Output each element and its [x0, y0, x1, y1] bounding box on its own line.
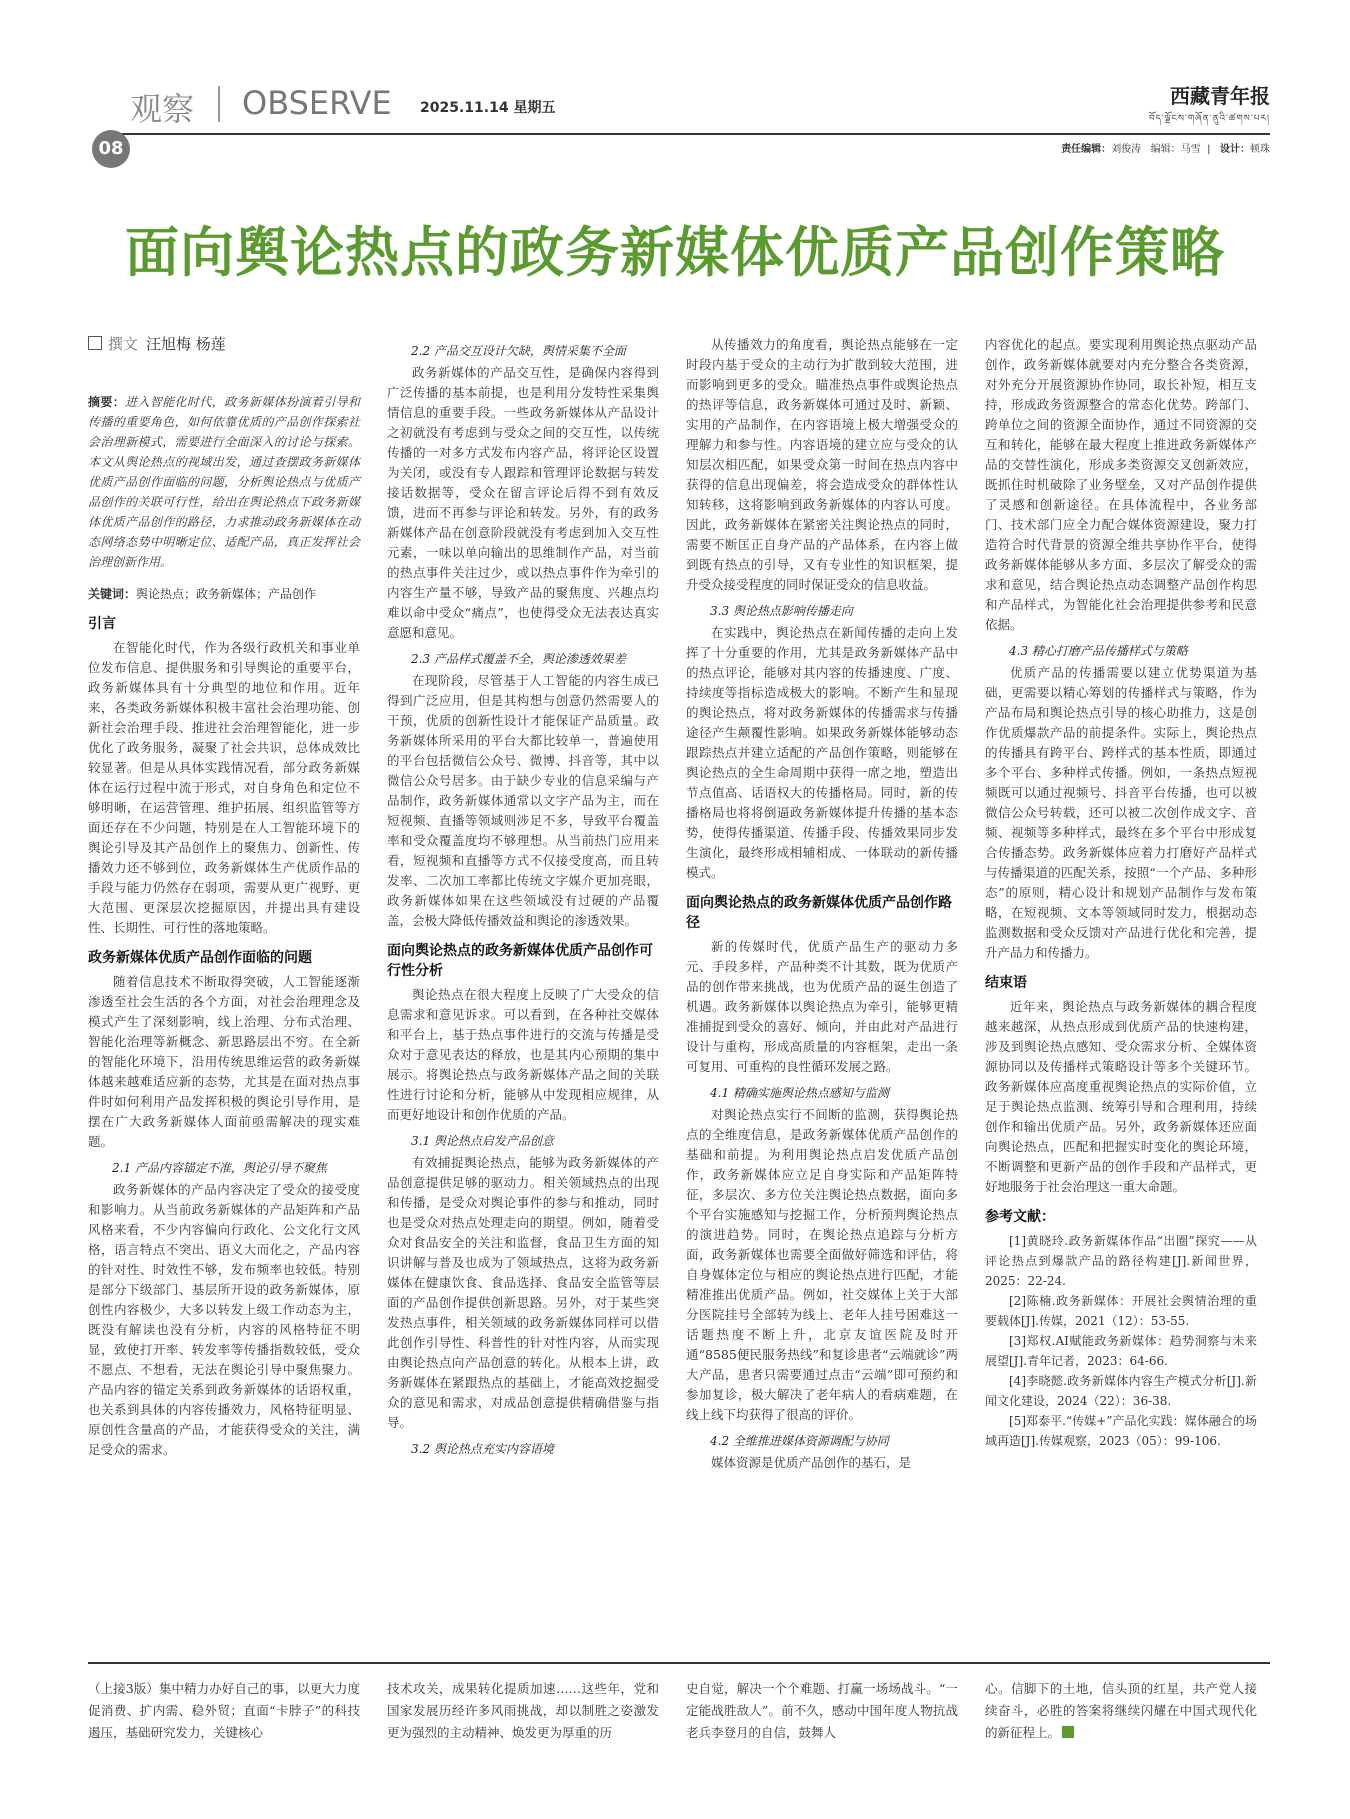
- subheading-2-1: 2.1 产品内容锚定不准，舆论引导不聚焦: [112, 1161, 327, 1175]
- column-1: [88, 392, 360, 1460]
- header-divider: [218, 86, 220, 122]
- paragraph-2-2: 政务新媒体的产品交互性，是确保内容得到广泛传播的基本前提，也是利用分发特性采集舆情信息的重要手段。一些政务新媒体从产品设计之初就没有考虑到与受众之间的交互性，以传统传播的一对多方式发布内容产品，将评论区设置为关闭，或没有专人跟踪和管理评论数据与转发接话数据等，受众在留言评论后得不到有效反馈，进而不再参与评论和转发。另外，有的政务新媒体产品在创意阶段就没有考虑到加入交互性元素，一味以单向输出的思维制作产品，对当前的热点事件关注过少，或以热点事件作为牵引的内容生产量不够，导致产品的聚焦度、兴趣点均难以命中受众“痛点”，也使得受众无法表达真实意愿和意见。: [387, 365, 659, 640]
- paragraph-4-2-cont: 内容优化的起点。要实现利用舆论热点驱动产品创作，政务新媒体就要对内充分整合各类资源，对外充分开展资源协作协同，取长补短，相互支持，形成政务资源整合的常态化优势。跨部门、跨单位之间的资源全面协作，通过不同资源的交互和转化，能够在最大程度上推进政务新媒体产品的交替性演化，形成多类资源交叉创新效应，既抓住时机破除了业务壁垒，又对产品创作提供了灵感和创新途径。在具体流程中，各业务部门、技术部门应全力配合媒体资源建设，聚力打造符合时代背景的资源全维共享协作平台，使得政务新媒体能够从多方面、多层次了解受众的需求和意见，结合舆论热点动态调整产品创作构思和产品样式，为智能化社会治理提供参考和民意依据。: [985, 337, 1257, 632]
- reference-item: [4]李晓懿.政务新媒体内容生产模式分析[J].新闻文化建设，2024（22）：36-38.: [985, 1374, 1257, 1408]
- paragraph-problems: 随着信息技术不断取得突破，人工智能逐渐渗透至社会生活的各个方面，对社会治理理念及模式产生了深刻影响，线上治理、分布式治理、智能化治理等新概念、新思路层出不穷。在全新的智能化环境下，沿用传统思维运营的政务新媒体越来越难适应新的态势，尤其是在面对热点事件时如何利用产品发挥积极的舆论引导作用，是摆在广大政务新媒体人面前亟需解决的现实难题。: [88, 974, 360, 1149]
- paragraph-intro: 在智能化时代，作为各级行政机关和事业单位发布信息、提供服务和引导舆论的重要平台，政务新媒体具有十分典型的地位和作用。近年来，各类政务新媒体积极丰富社会治理功能、创新社会治理手段、推进社会治理智能化，进一步优化了政务服务，凝聚了社会共识，总体成效比较显著。但是从具体实践情况看，部分政务新媒体在运行过程中流于形式，对自身角色和定位不够明晰，在运营管理、维护拓展、组织监管等方面还存在不少问题，特别是在人工智能环境下的舆论引导及其产品创作上的聚焦力、创新性、传播效力还不够到位，政务新媒体生产优质作品的手段与能力仍然存在弱项，需要从更广视野、更大范围、更深层次挖掘原因，并提出具有建设性、长期性、可行性的落地策略。: [88, 640, 360, 935]
- column-4: [985, 335, 1257, 1451]
- subheading-4-1: 4.1 精确实施舆论热点感知与监测: [710, 1086, 889, 1100]
- logo-tibetan: བོད་ལྗོངས་གཞོན་ནུའི་ཚགས་པར།: [1148, 114, 1270, 124]
- pen-icon: [88, 336, 102, 350]
- reference-item: [3]郑权.AI赋能政务新媒体：趋势洞察与未来展望[J].青年记者，2023：64-66.: [985, 1334, 1257, 1368]
- keywords-label: 关键词：: [88, 587, 137, 601]
- editor-name: 刘俊涛: [1111, 144, 1142, 155]
- subheading-3-1: 3.1 舆论热点启发产品创意: [411, 1134, 554, 1148]
- designer-label: 设计：: [1220, 144, 1250, 155]
- reference-item: [1]黄晓玲.政务新媒体作品“出圈”探究——从评论热点到爆款产品的路径构建[J].新闻世界，2025：22-24.: [985, 1234, 1257, 1288]
- paragraph-3-3: 在实践中，舆论热点在新闻传播的走向上发挥了十分重要的作用，尤其是政务新媒体产品中的热点评论，能够对其内容的传播速度、广度、持续度等指标造成极大的影响。不断产生和显现的舆论热点，将对政务新媒体的传播需求与传播途径产生颠覆性影响。如果政务新媒体能够动态跟踪热点并建立适配的产品创作策略，则能够在舆论热点的全生命周期中获得一席之地，塑造出节点值高、话语权大的传播格局。同时，新的传播格局也将将倒逼政务新媒体提升传播的基本态势，使得传播渠道、传播手段、传播效果同步发生演化，最终形成相辅相成、一体联动的新传播模式。: [686, 625, 958, 880]
- continued-text-1: （上接3版）集中精力办好自己的事，以更大力度促消费、扩内需、稳外贸；直面“卡脖子”的科技遏压，基础研究发力，关键核心: [88, 1681, 360, 1740]
- designer-name: 顿珠: [1250, 144, 1270, 155]
- continued-text-3: 史自觉，解决一个个难题、打赢一场场战斗。“一定能战胜敌人”。前不久，感动中国年度人物抗战老兵李登月的自信，鼓舞人: [686, 1681, 958, 1740]
- heading-feasibility: 面向舆论热点的政务新媒体优质产品创作可行性分析: [387, 943, 653, 979]
- paragraph-2-1: 政务新媒体的产品内容决定了受众的接受度和影响力。从当前政务新媒体的产品矩阵和产品风格来看，不少内容偏向行政化、公文化行文风格，语言特点不突出、语义大而化之，产品内容的针对性、时效性不够，发布频率也较低。特别是部分下级部门、基层所开设的政务新媒体，原创性内容极少，大多以转发上级工作动态为主，既没有解读也没有分析，内容的风格特征不明显，致使打开率、转发率等传播指数较低，受众不愿点、不想看，无法在舆论引导中聚焦聚力。产品内容的锚定关系到政务新媒体的话语权重，也关系到具体的内容传播效力，风格特征明显、原创性含量高的产品，才能获得受众的关注，满足受众的需求。: [88, 1182, 360, 1457]
- heading-intro: 引言: [88, 616, 116, 632]
- section-label: 观察: [130, 90, 195, 128]
- heading-references: 参考文献：: [985, 1209, 1055, 1225]
- subheading-3-2: 3.2 舆论热点充实内容语境: [411, 1442, 554, 1456]
- continued-text-4-body: 心。信脚下的土地，信头顶的红星，共产党人接续奋斗，必胜的答案将继续闪耀在中国式现代化的新征程上。: [985, 1681, 1257, 1740]
- header-rule: [110, 133, 1270, 135]
- end-mark-icon: [1062, 1726, 1074, 1738]
- editor-label-2: 编辑：: [1150, 144, 1181, 155]
- paragraph-4-2: 媒体资源是优质产品创作的基石，是: [711, 1455, 912, 1470]
- byline-authors: 汪旭梅 杨莲: [146, 335, 226, 353]
- paragraph-3-2: 从传播效力的角度看，舆论热点能够在一定时段内基于受众的主动行为扩散到较大范围，进而影响到更多的受众。瞄准热点事件或舆论热点的热评等信息，政务新媒体可通过及时、新颖、实用的产品制作，在内容语境上极大增强受众的理解力和参与性。内容语境的建立应与受众的认知层次相匹配，如果受众第一时间在热点内容中获得的信息出现偏差，将会造成受众的群体性认知转移，这将影响到政务新媒体的内容认可度。因此，政务新媒体在紧密关注舆论热点的同时，需要不断匡正自身产品的产品体系，在内容上做到既有热点的引导，又有专业性的知识框架，提升受众接受程度的同时保证受众的信息收益。: [686, 337, 958, 592]
- issue-date: 2025.11.14 星期五: [420, 100, 556, 116]
- continued-text-2: 技术攻关，成果转化提质加速……这些年，党和国家发展历经许多风雨挑战，却以制胜之姿激发更为强烈的主动精神、焕发更为厚重的历: [387, 1681, 659, 1740]
- subheading-4-3: 4.3 精心打磨产品传播样式与策略: [1009, 644, 1188, 658]
- editor-name-2: 马雪: [1180, 144, 1201, 155]
- editors-credit: 责任编辑：刘俊涛 编辑：马雪 | 设计：顿珠: [1061, 144, 1270, 155]
- subheading-4-2: 4.2 全维推进媒体资源调配与协同: [710, 1434, 889, 1448]
- paragraph-4-1: 对舆论热点实行不间断的监测，获得舆论热点的全维度信息，是政务新媒体优质产品创作的基础和前提。为利用舆论热点启发优质产品创作，政务新媒体应立足自身实际和产品矩阵特征，多层次、多方位关注舆论热点数据，面向多个平台实施感知与挖掘工作，分析预判舆论热点的演进趋势。同时，在舆论热点追踪与分析方面，政务新媒体也需要全面做好筛选和评估，将自身媒体定位与相应的舆论热点进行匹配，才能精准推出优质产品。例如，社交媒体上关于大部分医院挂号全部转为线上、老年人挂号困难这一话题热度不断上升，北京友谊医院及时开通“8585便民服务热线”和复诊患者“云端就诊”两大产品，患者只需要通过点击“云端”即可预约和参加复诊，极大解决了老年病人的看病难题，在线上线下均获得了很高的评价。: [686, 1107, 958, 1422]
- byline-label: 撰文: [108, 335, 139, 353]
- subheading-3-3: 3.3 舆论热点影响传播走向: [710, 604, 853, 618]
- logo-cn: 西藏青年报: [1170, 84, 1270, 108]
- keywords: [88, 584, 360, 604]
- newspaper-logo: [1149, 80, 1270, 134]
- heading-problems: 政务新媒体优质产品创作面临的问题: [88, 950, 312, 966]
- paragraph-2-3: 在现阶段，尽管基于人工智能的内容生成已得到广泛应用，但是其构想与创意仍然需要人的干预，优质的创新性设计才能保证产品质量。政务新媒体所采用的平台大都比较单一，普遍使用的平台包括微信公众号、微博、抖音等，其中以微信公众号居多。由于缺少专业的信息采编与产品制作，政务新媒体通常以文字产品为主，而在短视频、直播等领域则涉足不多，导致平台覆盖率和受众覆盖度均不够理想。从当前热门应用来看，短视频和直播等方式不仅接受度高，而且转发率、二次加工率都比传统文字媒介更加亮眼，政务新媒体如果在这些领域没有过硬的产品覆盖，会极大降低传播效益和舆论的渗透效果。: [387, 673, 659, 928]
- reference-item: [2]陈楠.政务新媒体：开展社会舆情治理的重要载体[J].传媒，2021（12）：53-55.: [985, 1294, 1257, 1328]
- reference-item: [5]郑泰平.“传媒+”产品化实践：媒体融合的场域再造[J].传媒观察，2023（05）：99-106.: [985, 1414, 1257, 1448]
- section-label-en: OBSERVE: [242, 84, 392, 122]
- paragraph-conclusion: 近年来，舆论热点与政务新媒体的耦合程度越来越深，从热点形成到优质产品的快速构建，涉及到舆论热点感知、受众需求分析、全媒体资源协同以及传播样式策略设计等多个关键环节。政务新媒体应高度重视舆论热点的实际价值，立足于舆论热点监测、统筹引导和合理利用，持续创作和输出优质产品。另外，政务新媒体还应面向舆论热点，匹配和把握实时变化的舆论环境，不断调整和更新产品的创作手段和产品样式，更好地服务于社会治理这一重大命题。: [985, 999, 1257, 1194]
- bottom-rule: [88, 1662, 1270, 1664]
- abstract: [88, 392, 360, 572]
- paragraph-path: 新的传媒时代，优质产品生产的驱动力多元、手段多样，产品种类不计其数，既为优质产品的创作带来挑战，也为优质产品的诞生创造了机遇。政务新媒体以舆论热点为牵引，能够更精准捕捉到受众的喜好、倾向，并由此对产品进行设计与重构，形成高质量的内容框架，走出一条可复用、可重构的良性循环发展之路。: [686, 939, 958, 1074]
- heading-conclusion: 结束语: [985, 975, 1027, 991]
- subheading-2-3: 2.3 产品样式覆盖不全，舆论渗透效果差: [411, 652, 626, 666]
- article-title: 面向舆论热点的政务新媒体优质产品创作策略: [125, 221, 1225, 284]
- heading-path: 面向舆论热点的政务新媒体优质产品创作路径: [686, 895, 952, 931]
- paragraph-4-3: 优质产品的传播需要以建立优势渠道为基础，更需要以精心筹划的传播样式与策略，作为产品布局和舆论热点引导的核心助推力，这是创作优质爆款产品的前提条件。实际上，舆论热点的传播具有跨平台、跨样式的基本性质，即通过多个平台、多种样式传播。例如，一条热点短视频既可以通过视频号、抖音平台传播，也可以被微信公众号转载，还可以被二次创作成文字、音频、视频等多种样式，最终在多个平台中形成复合传播态势。政务新媒体应着力打磨好产品样式与传播渠道的匹配关系，按照“一个产品、多种形态”的原则，精心设计和规划产品制作与发布策略，在短视频、文本等领域同时发力，根据动态监测数据和受众反馈对产品进行优化和完善，提升产品力和传播力。: [985, 665, 1257, 960]
- continued-text-4: [985, 1678, 1257, 1744]
- column-3: [686, 335, 958, 1473]
- editor-label: 责任编辑：: [1061, 144, 1112, 155]
- reference-list: [985, 1231, 1257, 1451]
- abstract-label: 摘要：: [88, 395, 126, 409]
- subheading-2-2: 2.2 产品交互设计欠缺，舆情采集不全面: [411, 344, 626, 358]
- page-number: 08: [92, 130, 130, 168]
- abstract-text: 进入智能化时代，政务新媒体扮演着引导和传播的重要角色，如何依靠优质的产品创作探索社会治理新模式，需要进行全面深入的讨论与探索。本文从舆论热点的视域出发，通过查摆政务新媒体优质产品创作面临的问题，分析舆论热点与优质产品创作的关联可行性，给出在舆论热点下政务新媒体优质产品创作的路径，力求推动政务新媒体在动态网络态势中明晰定位、适配产品，真正发挥社会治理创新作用。: [88, 395, 360, 569]
- byline: [88, 333, 226, 354]
- keywords-text: 舆论热点；政务新媒体；产品创作: [136, 587, 317, 601]
- paragraph-feasibility: 舆论热点在很大程度上反映了广大受众的信息需求和意见诉求。可以看到，在各种社交媒体和平台上，基于热点事件进行的交流与传播是受众对于意见表达的释放，也是其内心预期的集中展示。将舆论热点与政务新媒体产品之间的关联性进行讨论和分析，能够从中发现相应规律，从而更好地设计和创作优质的产品。: [387, 987, 659, 1122]
- paragraph-3-1: 有效捕捉舆论热点，能够为政务新媒体的产品创意提供足够的驱动力。相关领域热点的出现和传播，是受众对舆论事件的参与和推动，同时也是受众对热点处理走向的期望。例如，随着受众对食品安全的关注和监督，食品卫生方面的知识讲解与普及也成为了领域热点，这将为政务新媒体在健康饮食、食品选择、食品安全监管等层面的产品创作提供创新思路。另外，对于某些突发热点事件，相关领域的政务新媒体同样可以借此创作引导性、科普性的针对性内容，从而实现由舆论热点向产品创意的转化。从根本上讲，政务新媒体在紧跟热点的基础上，才能高效挖掘受众的意见和需求，对成品创意提供精确借鉴与指导。: [387, 1155, 659, 1430]
- column-2: [387, 335, 659, 1461]
